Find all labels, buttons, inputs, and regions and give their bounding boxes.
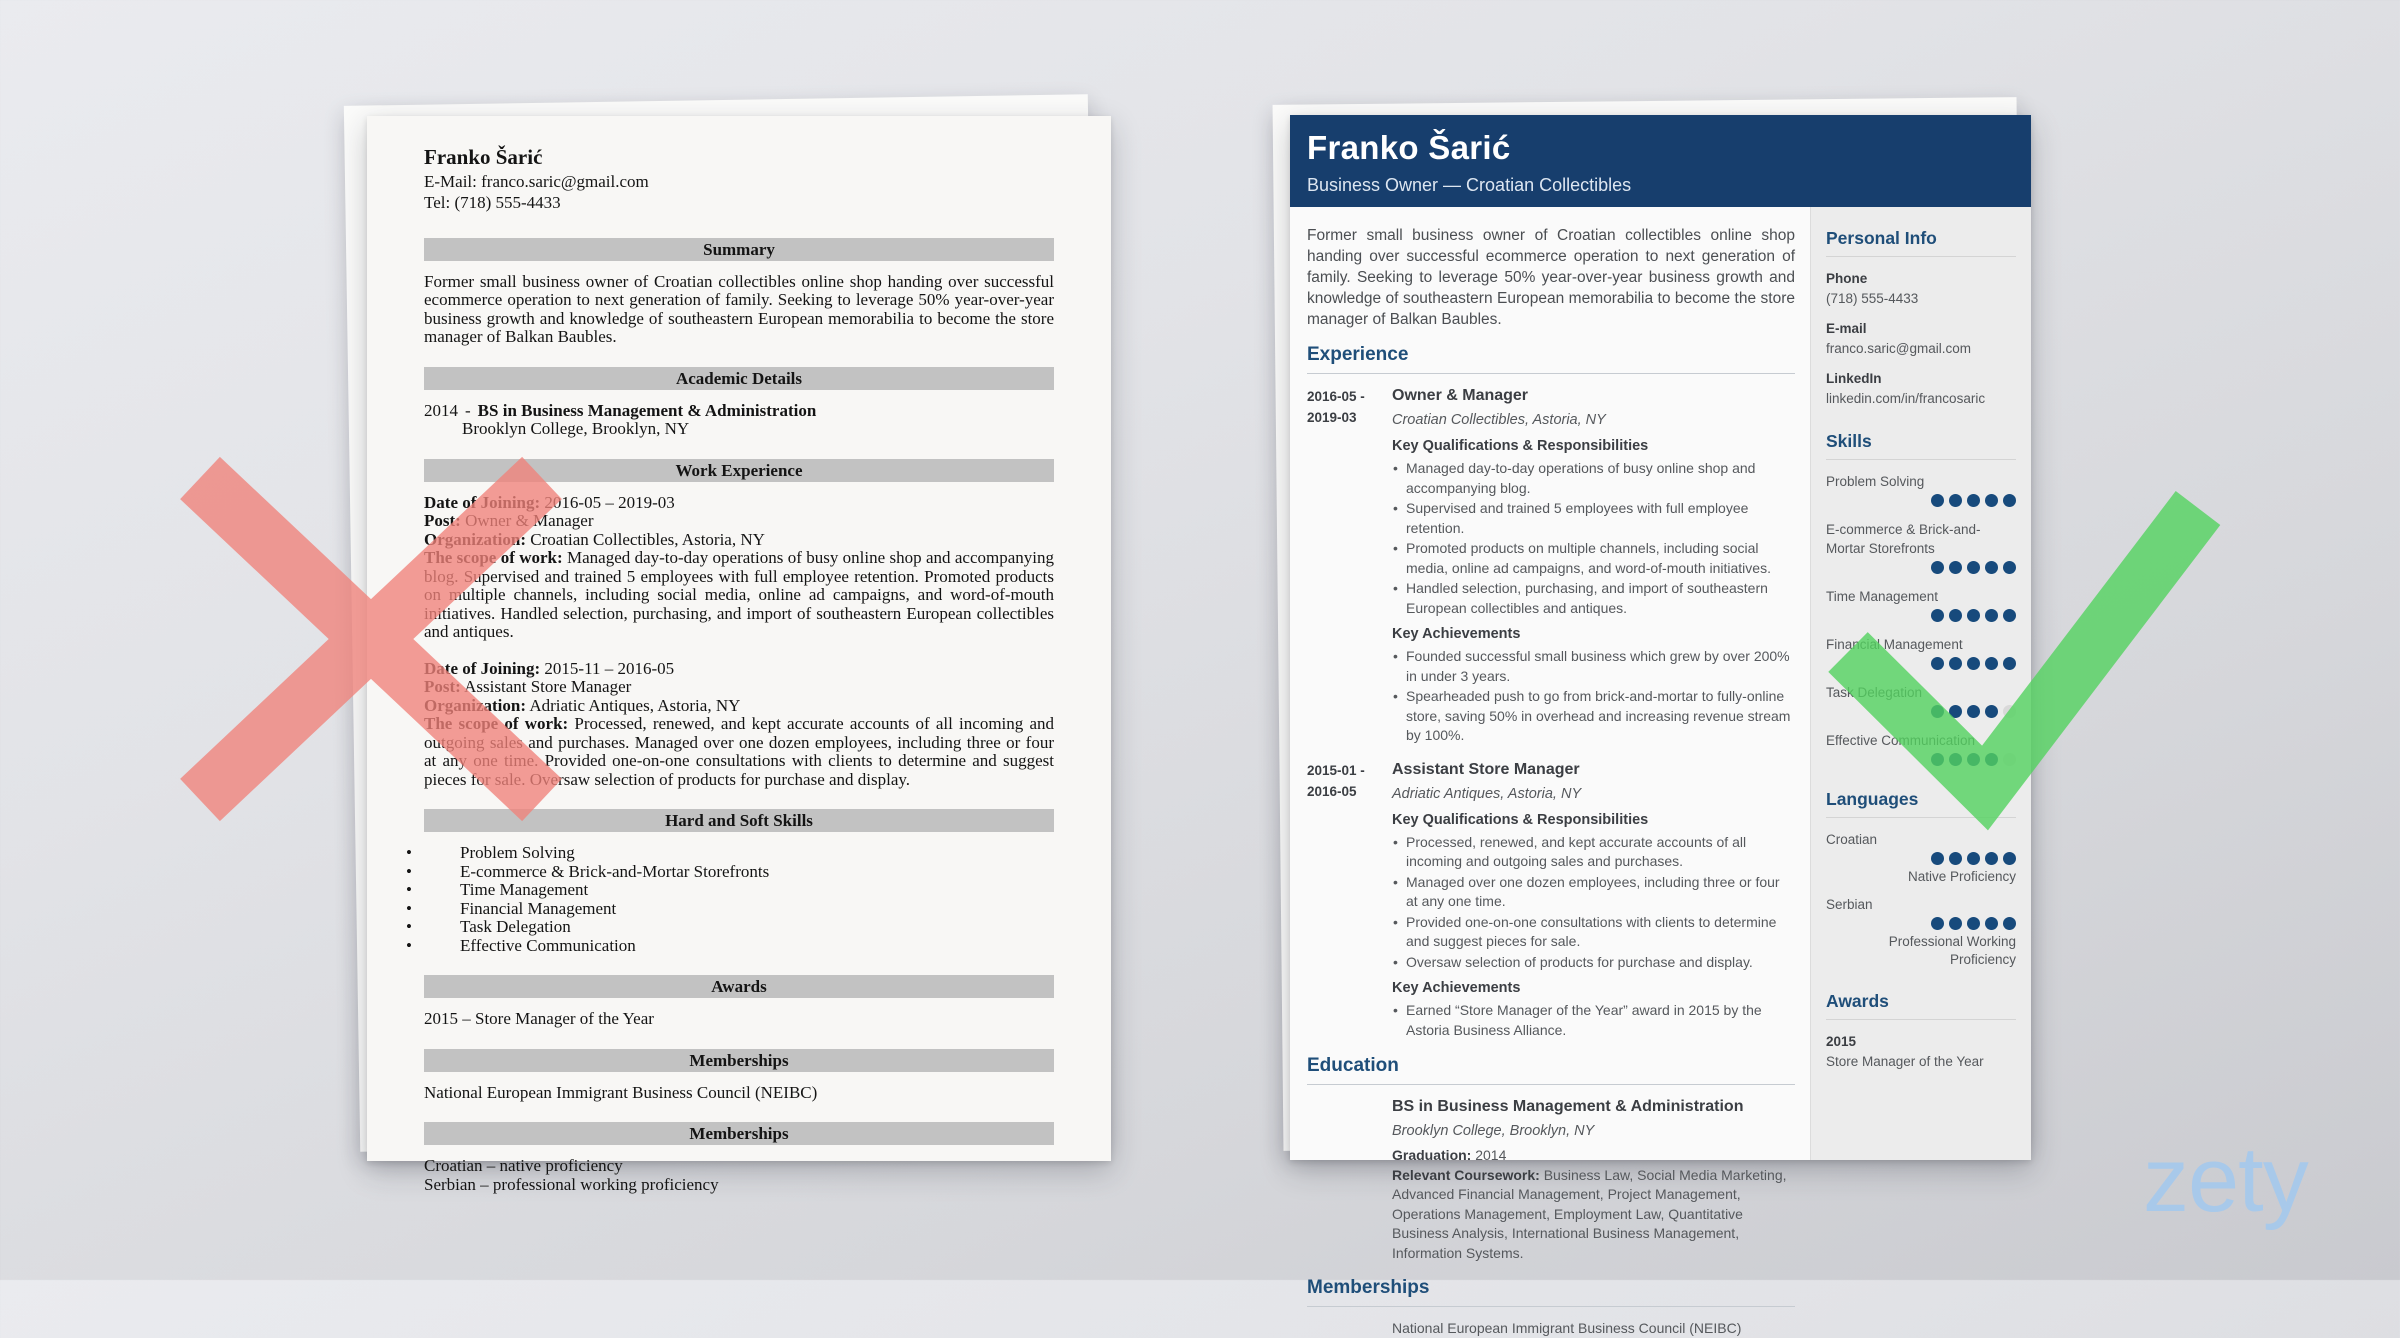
language-rating-dots [1826,852,2016,866]
sidebar-skill [1826,683,2016,719]
rating-dot-filled [2003,609,2016,622]
award-year: 2015 [1826,1034,1857,1049]
job-post-value: Owner & Manager [465,511,594,530]
rating-dot-filled [1931,852,1944,865]
experience-entry-2 [1307,760,1795,1042]
language-item: Serbian – professional working proficiency [424,1174,719,1194]
skill-name: Problem Solving [1826,474,1925,489]
entry-achievements-label: Key Achievements [1392,626,1521,642]
entry-responsibilities-label: Key Qualifications & Responsibilities [1392,811,1649,828]
language-name: Croatian [1826,832,1878,847]
rating-dot-filled [2003,494,2016,507]
sidebar-languages-list [1826,830,2016,969]
sidebar-heading-awards: Awards [1826,991,2016,1020]
rating-dot-filled [1949,705,1962,718]
bad-resume-page [367,116,1111,1194]
rating-dot-filled [1985,657,1998,670]
left-section-heading-academic: Academic Details [424,367,1054,390]
rating-dot-filled [1949,561,1962,574]
rating-dot-filled [1931,657,1944,670]
rating-dot-filled [1931,561,1944,574]
rating-dot-filled [1949,753,1962,766]
job-date-line [424,660,1054,679]
job-scope-text: Processed, renewed, and kept accurate accounts of all incoming and outgoing sales and purchases. Managed over one dozen employees, including three or four at any one time. Provided one-on-one consultations with clients to determine and suggest pieces for sale. Oversaw selection of products for purchase and display. [424,714,1055,789]
entry-responsibilities-list [1392,833,1795,973]
education-coursework-line [1392,1166,1795,1264]
responsibility-item: • Provided one-on-one consultations with clients to determine and suggest pieces for sale. [1392,913,1795,952]
left-section-heading-memberships: Memberships [424,1049,1054,1072]
skill-rating-dots [1826,657,2016,671]
entry-achievements-list [1392,647,1795,746]
rating-dot-filled [1985,753,1998,766]
personal-info-field [1826,319,2016,359]
left-section-heading-awards: Awards [424,975,1054,998]
entry-job-title: Assistant Store Manager [1392,760,1580,778]
rating-dot-filled [2003,917,2016,930]
academic-separator: - [465,400,471,420]
left-work-entries [424,494,1054,790]
skill-rating-dots [1826,494,2016,508]
achievement-item: • Earned “Store Manager of the Year” award in 2015 by the Astoria Business Alliance. [1392,1001,1795,1040]
left-membership-item: National European Immigrant Business Council (NEIBC) [424,1082,818,1102]
sidebar-skill [1826,472,2016,508]
graduation-value: 2014 [1475,1147,1507,1163]
entry-dates [1307,760,1392,1042]
rating-dot-filled [2003,561,2016,574]
field-value: (718) 555-4433 [1826,291,1919,306]
left-section-heading-memberships-duplicate: Memberships [424,1122,1054,1145]
academic-school: Brooklyn College, Brooklyn, NY [462,419,690,438]
skill-item: • E-commerce & Brick-and-Mortar Storefronts [460,863,1054,882]
left-skills-list [424,844,1054,955]
right-section-heading-experience: Experience [1307,344,1795,374]
education-degree: BS in Business Management & Administration [1392,1098,1744,1115]
date-start: 2015-01 - [1307,762,1365,778]
responsibility-item: • Promoted products on multiple channels, including social media, online ad campaigns, and word-of-mouth initiatives. [1392,539,1795,578]
rating-dot-empty [2003,753,2016,766]
field-label: E-mail [1826,321,1867,336]
job-date-value: 2016-05 – 2019-03 [544,492,675,512]
achievement-item: • Spearheaded push to go from brick-and-mortar to fully-online store, saving 50% in overhead and increasing revenue stream by 100%. [1392,687,1795,746]
skill-item: • Financial Management [460,900,1054,919]
job-scope-label: The scope of work: [424,714,569,733]
field-value: linkedin.com/in/francosaric [1826,391,1986,406]
left-resume-phone: Tel: (718) 555-4433 [424,192,561,212]
sidebar-heading-skills: Skills [1826,431,2016,460]
right-summary-text: Former small business owner of Croatian collectibles online shop handing over successful ecommerce operation to next generation of family. Seeking to leverage 50% year-over-year business growth and knowledge of southeastern European memorabilia to become the store manager of Balkan Baubles. [1307,227,1795,328]
entry-company: Adriatic Antiques, Astoria, NY [1392,785,1582,802]
zety-watermark: zety [2143,1129,2308,1231]
field-label: LinkedIn [1826,371,1882,386]
left-resume-name: Franko Šarić [424,145,543,169]
responsibility-item: • Managed day-to-day operations of busy online shop and accompanying blog. [1392,459,1795,498]
rating-dot-filled [1985,705,1998,718]
skill-name: Financial Management [1826,637,1963,652]
skill-item: • Time Management [460,881,1054,900]
date-start: 2016-05 - [1307,389,1365,404]
job-date-value: 2015-11 – 2016-05 [544,658,675,678]
right-resume-header [1290,115,2031,207]
skill-rating-dots [1826,753,2016,767]
job-scope-label: The scope of work: [424,548,563,567]
job-org-line [424,697,1054,716]
date-end: 2019-03 [1307,410,1357,425]
rating-dot-filled [1967,657,1980,670]
academic-degree: BS in Business Management & Administration [477,400,817,420]
graduation-label: Graduation: [1392,1147,1472,1163]
left-section-heading-work: Work Experience [424,459,1054,482]
sidebar-skill [1826,520,2016,575]
job-org-value: Adriatic Antiques, Astoria, NY [529,695,741,715]
entry-achievements-label: Key Achievements [1392,980,1521,996]
sidebar-heading-personal-info: Personal Info [1826,228,2016,257]
job-date-label: Date of Joining: [424,492,541,512]
achievement-item: • Founded successful small business which grew by over 200% in under 3 years. [1392,647,1795,686]
entry-job-title: Owner & Manager [1392,387,1529,404]
left-resume-email: E-Mail: franco.saric@gmail.com [424,171,649,191]
sidebar-skills-list [1826,472,2016,767]
job-scope-line [424,549,1054,642]
rating-dot-filled [1949,917,1962,930]
rating-dot-filled [2003,657,2016,670]
rating-dot-filled [1967,753,1980,766]
left-section-heading-skills: Hard and Soft Skills [424,809,1054,832]
rating-dot-filled [1967,852,1980,865]
language-level: Native Proficiency [1907,869,2016,884]
rating-dot-filled [1931,917,1944,930]
job-org-line [424,531,1054,550]
skill-name: Effective Communication [1826,733,1976,748]
left-section-heading-summary: Summary [424,238,1054,261]
skill-item: • Effective Communication [460,937,1054,956]
entry-achievements-list [1392,1001,1795,1040]
skill-item: • Problem Solving [460,844,1054,863]
rating-dot-filled [1985,852,1998,865]
job-post-label: Post: [424,511,461,530]
good-resume-page [1290,115,2031,1336]
entry-responsibilities-label: Key Qualifications & Responsibilities [1392,438,1649,454]
language-item: Croatian – native proficiency [424,1156,623,1175]
personal-info-field [1826,369,2016,409]
work-experience-entry [424,494,1054,642]
responsibility-item: • Oversaw selection of products for purchase and display. [1392,953,1795,973]
rating-dot-filled [2003,852,2016,865]
skill-rating-dots [1826,609,2016,623]
rating-dot-filled [1949,657,1962,670]
language-name: Serbian [1826,897,1873,912]
rating-dot-filled [1931,609,1944,622]
job-date-label: Date of Joining: [424,658,541,678]
date-end: 2016-05 [1307,783,1357,799]
right-resume-job-title: Business Owner — Croatian Collectibles [1307,175,1632,195]
job-post-label: Post: [424,677,461,696]
rating-dot-filled [1985,609,1998,622]
field-value: franco.saric@gmail.com [1826,341,1971,356]
rating-dot-filled [1949,852,1962,865]
sidebar-skill [1826,587,2016,623]
academic-year: 2014 [424,400,458,420]
education-school: Brooklyn College, Brooklyn, NY [1392,1123,1595,1139]
rating-dot-filled [1967,917,1980,930]
personal-info-field [1826,269,2016,309]
rating-dot-filled [1967,561,1980,574]
rating-dot-filled [1949,494,1962,507]
award-title: Store Manager of the Year [1826,1054,1984,1069]
language-rating-dots [1826,917,2016,931]
skill-name: Task Delegation [1826,685,1923,700]
field-label: Phone [1826,271,1868,286]
job-date-line [424,494,1054,513]
job-org-label: Organization: [424,529,526,549]
skill-item: • Task Delegation [460,918,1054,937]
right-section-heading-education: Education [1307,1055,1795,1085]
rating-dot-filled [1949,609,1962,622]
experience-entry-1 [1307,386,1795,747]
rating-dot-filled [1967,494,1980,507]
skill-name: E-commerce & Brick-and-Mortar Storefronts [1826,522,1981,556]
membership-item: National European Immigrant Business Council (NEIBC) [1392,1320,1742,1336]
coursework-text: Business Law, Social Media Marketing, Advanced Financial Management, Project Management, Operations Management, Employment Law, Quantitative Business Analysis, International Business Management, Information Systems. [1392,1166,1787,1261]
left-summary-text: Former small business owner of Croatian collectibles online shop handing over successful ecommerce operation to next generation of family. Seeking to leverage 50% year-over-year business growth and knowledge of southeastern European memorabilia to become the store manager of Balkan Baubles. [424,271,1054,346]
education-entry [1392,1097,1795,1263]
personal-info-fields [1826,269,2016,409]
left-award-item: 2015 – Store Manager of the Year [424,1009,654,1028]
rating-dot-filled [1931,753,1944,766]
left-languages-list [424,1157,1054,1194]
responsibility-item: • Handled selection, purchasing, and import of southeastern European collectibles and antiques. [1392,579,1795,618]
sidebar-skill [1826,731,2016,767]
job-post-value: Assistant Store Manager [464,677,632,696]
job-scope-text: Managed day-to-day operations of busy online shop and accompanying blog. Supervised and trained 5 employees with full employee retention. Promoted products on multiple channels, including social media, online ad campaigns, and word-of-mouth initiatives. Handled selection, purchasing, and import of southeastern European collectibles and antiques. [424,548,1054,641]
rating-dot-empty [2003,705,2016,718]
rating-dot-filled [1985,494,1998,507]
rating-dot-filled [1931,494,1944,507]
skill-name: Time Management [1826,589,1939,604]
job-org-value: Croatian Collectibles, Astoria, NY [530,529,765,549]
left-academic-entry [424,402,1054,439]
language-level: Professional Working Proficiency [1888,934,2016,967]
education-graduation-line [1392,1146,1795,1166]
entry-responsibilities-list [1392,459,1795,618]
coursework-label: Relevant Coursework: [1392,1166,1540,1183]
sidebar-heading-languages: Languages [1826,789,2016,818]
right-resume-sidebar [1810,207,2031,1160]
rating-dot-filled [1985,561,1998,574]
entry-company: Croatian Collectibles, Astoria, NY [1392,412,1606,428]
rating-dot-filled [1967,609,1980,622]
rating-dot-filled [1931,705,1944,718]
right-resume-name: Franko Šarić [1307,129,1511,166]
job-scope-line [424,715,1054,789]
rating-dot-filled [1985,917,1998,930]
sidebar-skill [1826,635,2016,671]
responsibility-item: • Processed, renewed, and kept accurate accounts of all incoming and outgoing sales and purchases. [1392,833,1795,872]
job-org-label: Organization: [424,695,526,715]
responsibility-item: • Managed over one dozen employees, including three or four at any one time. [1392,873,1795,912]
work-experience-entry [424,660,1054,790]
right-resume-main-column [1290,207,1810,1336]
skill-rating-dots [1826,705,2016,719]
right-section-heading-memberships: Memberships [1307,1277,1795,1307]
job-post-line [424,678,1054,697]
entry-dates [1307,386,1392,747]
sidebar-language [1826,830,2016,886]
skill-rating-dots [1826,561,2016,575]
job-post-line [424,512,1054,531]
sidebar-language [1826,895,2016,969]
rating-dot-filled [1967,705,1980,718]
responsibility-item: • Supervised and trained 5 employees with full employee retention. [1392,499,1795,538]
